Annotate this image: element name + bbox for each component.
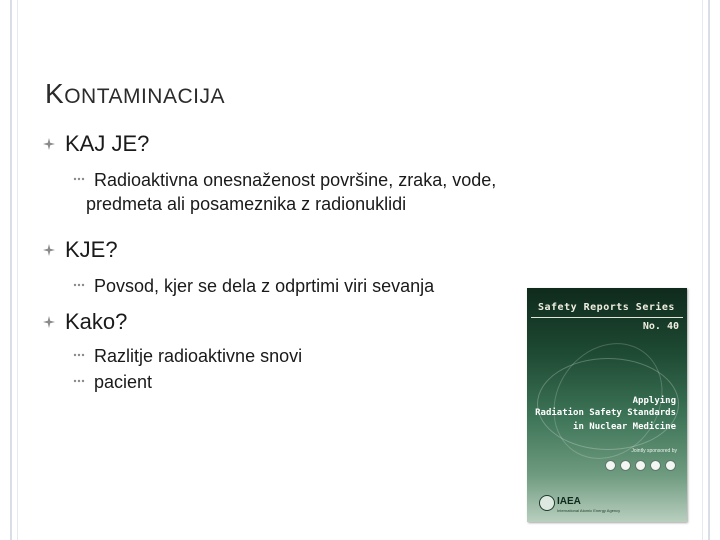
bullet-list bbox=[43, 130, 603, 394]
sponsor-logos bbox=[605, 459, 677, 471]
book-cover-image bbox=[527, 288, 687, 522]
item-label: KJE? bbox=[65, 237, 118, 262]
sub-bullet-icon bbox=[73, 350, 87, 360]
sub-item-definition bbox=[43, 168, 603, 216]
sub-item-text: Radioaktivna onesnaženost površine, zraka, vode, bbox=[94, 170, 497, 190]
sub-item-where bbox=[43, 274, 603, 298]
book-sponsor-note: Jointly sponsored by bbox=[631, 448, 677, 454]
bullet-icon bbox=[43, 138, 55, 150]
book-title-line-1: Applying bbox=[632, 396, 676, 406]
sub-bullet-icon bbox=[73, 280, 87, 290]
sub-bullet-icon bbox=[73, 174, 87, 184]
book-rule bbox=[531, 317, 683, 318]
sponsor-logo-icon bbox=[605, 460, 616, 471]
sponsor-logo-icon bbox=[665, 460, 676, 471]
book-title-line-2: Radiation Safety Standards bbox=[535, 408, 676, 418]
book-publisher-full: International Atomic Energy Agency bbox=[557, 508, 621, 513]
list-item-kje bbox=[43, 236, 603, 264]
book-number: No. 40 bbox=[642, 321, 679, 332]
sub-item-text: Razlitje radioaktivne snovi bbox=[94, 346, 303, 366]
sponsor-logo-icon bbox=[635, 460, 646, 471]
sponsor-logo-icon bbox=[620, 460, 631, 471]
sub-item-patient bbox=[43, 370, 603, 394]
slide-title bbox=[45, 78, 225, 110]
iaea-logo-icon bbox=[539, 495, 555, 511]
sub-item-text: pacient bbox=[94, 372, 153, 392]
item-label: Kako? bbox=[65, 309, 128, 334]
sub-item-text-cont: predmeta ali posameznika z radionuklidi bbox=[86, 194, 407, 214]
title-initial: K bbox=[45, 78, 65, 109]
sub-bullet-icon bbox=[73, 376, 87, 386]
list-item-kako bbox=[43, 308, 603, 336]
bullet-icon bbox=[43, 316, 55, 328]
title-rest: ONTAMINACIJA bbox=[64, 85, 225, 108]
sponsor-logo-icon bbox=[650, 460, 661, 471]
list-item-kaj-je bbox=[43, 130, 603, 158]
book-publisher: IAEA bbox=[557, 496, 581, 507]
sub-item-text: Povsod, kjer se dela z odprtimi viri sevanja bbox=[94, 276, 435, 296]
sub-item-spill bbox=[43, 344, 603, 368]
book-title-line-3: in Nuclear Medicine bbox=[573, 422, 676, 432]
book-series-title: Safety Reports Series bbox=[538, 302, 675, 313]
item-label: KAJ JE? bbox=[65, 131, 150, 156]
bullet-icon bbox=[43, 244, 55, 256]
